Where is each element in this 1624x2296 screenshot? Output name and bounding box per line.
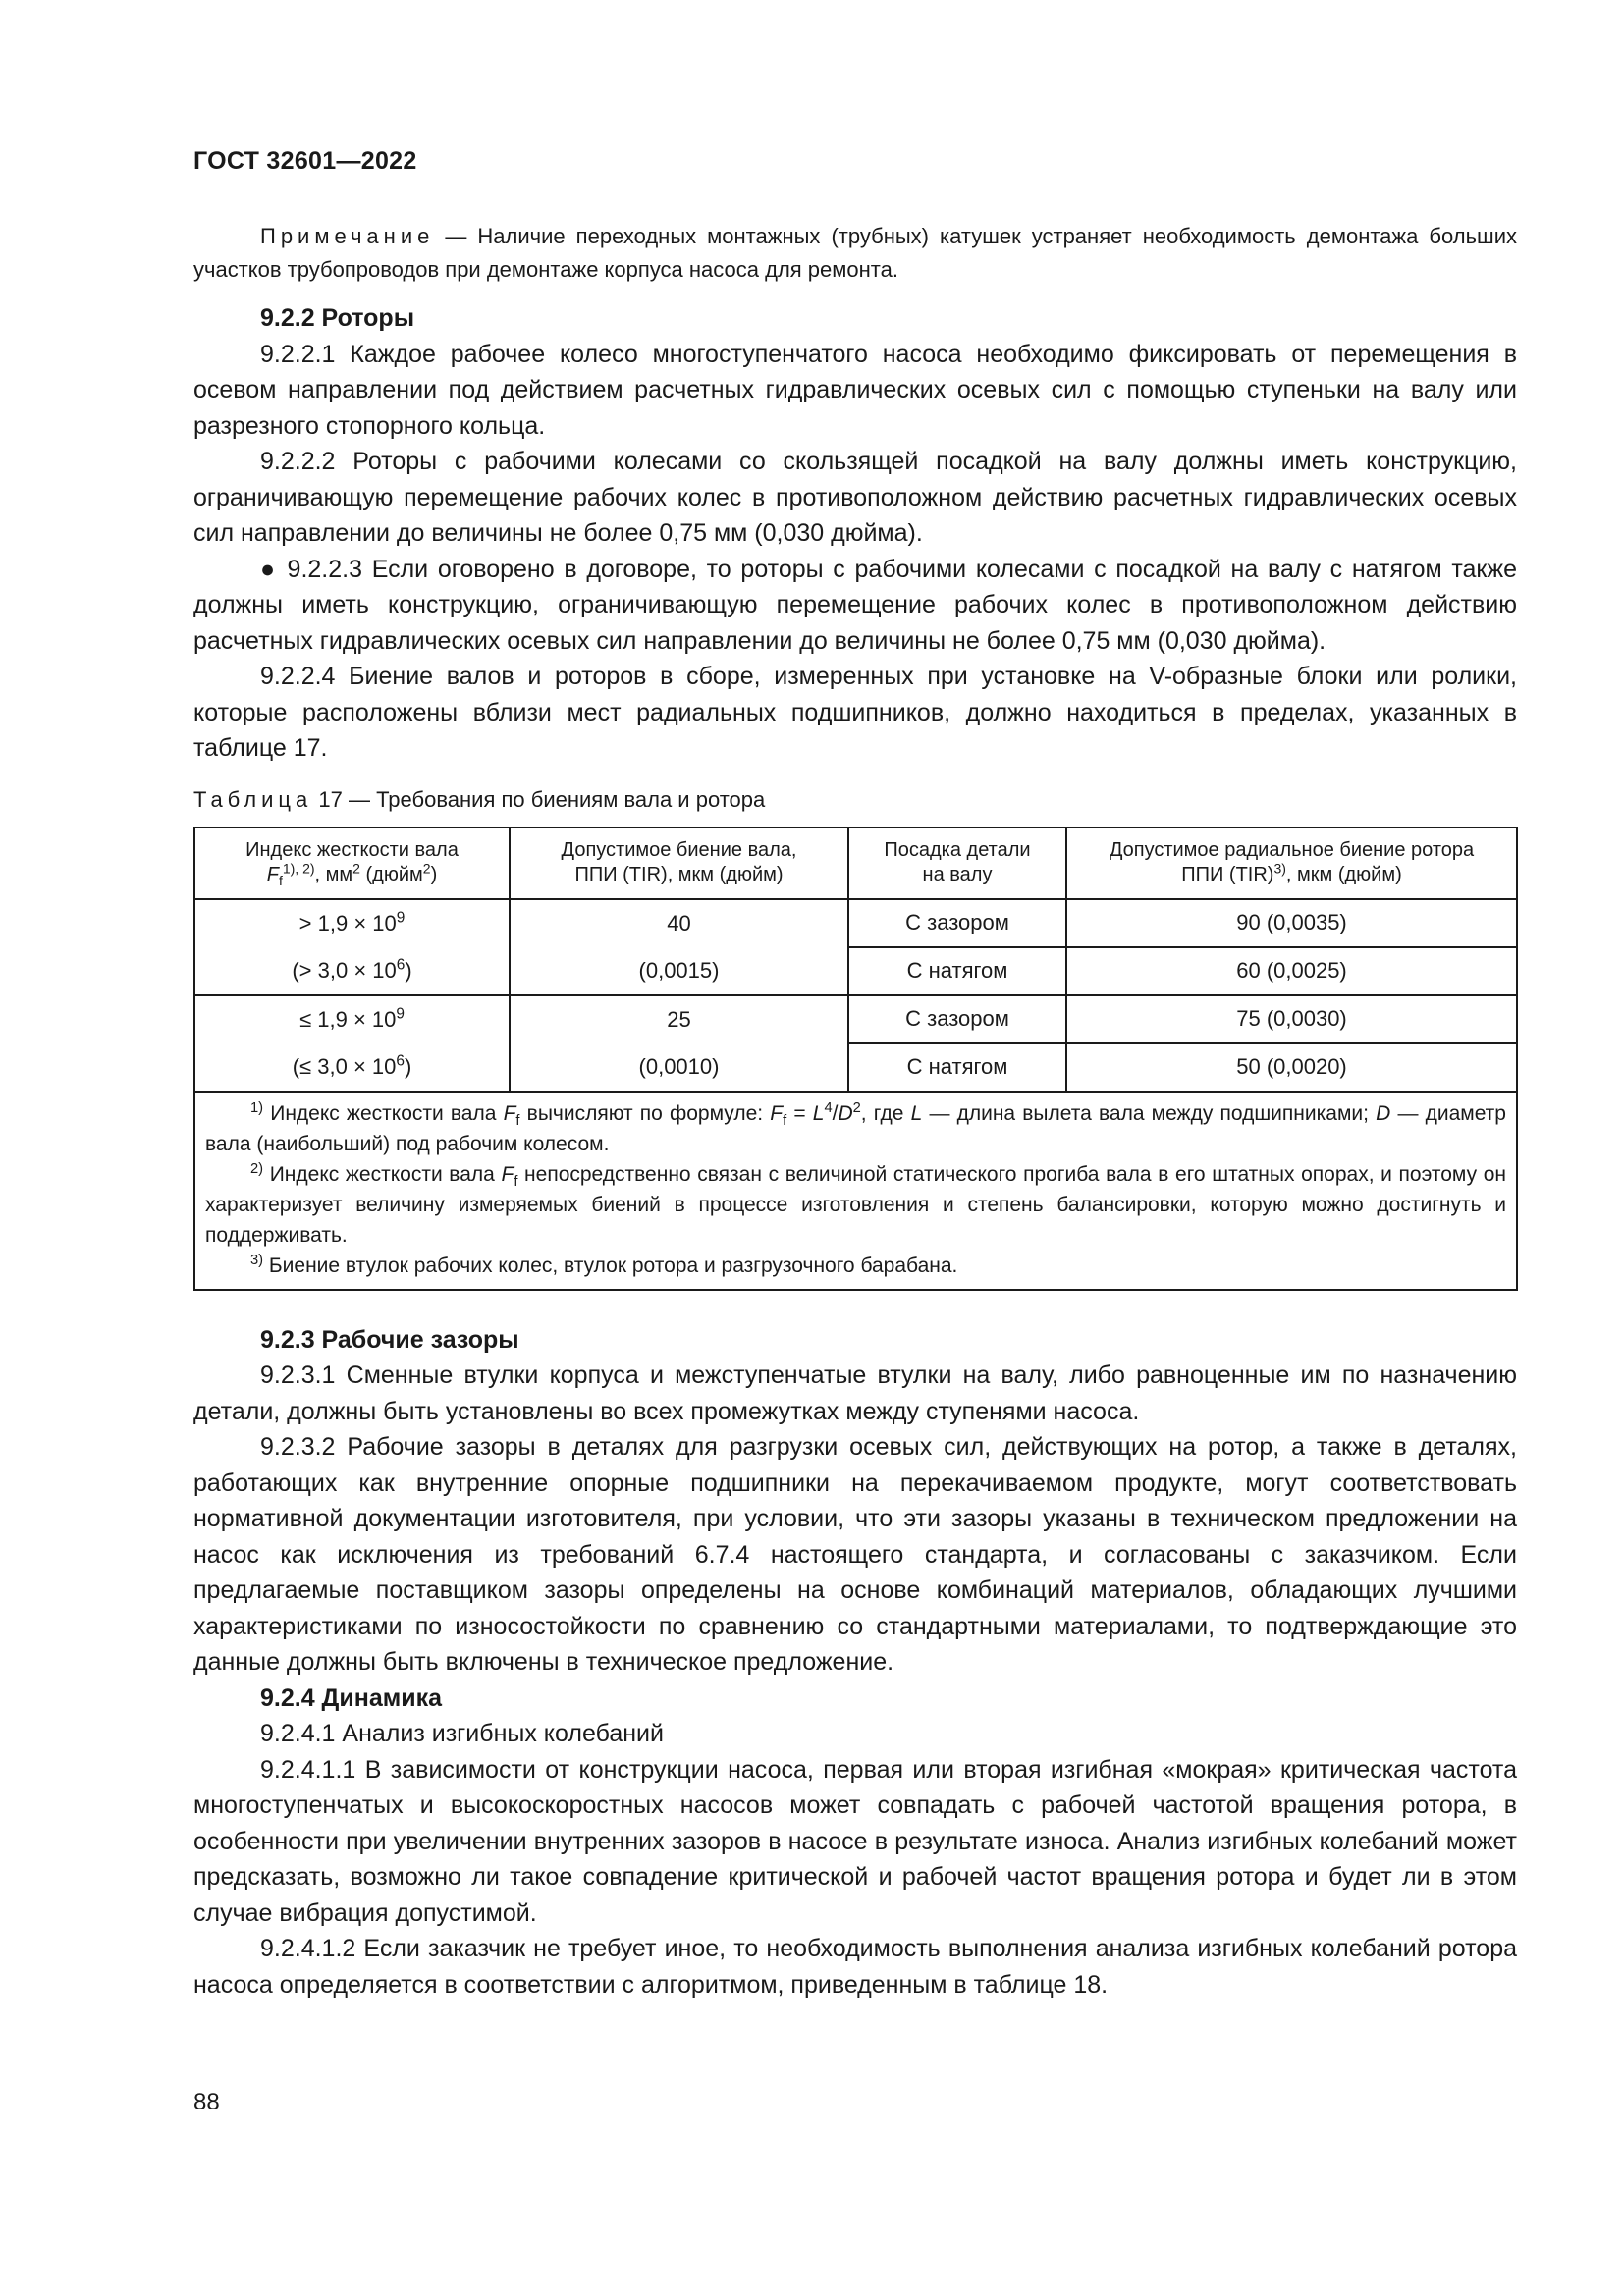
page-number: 88 <box>193 2089 220 2115</box>
paragraph-9-2-3-2: 9.2.3.2 Рабочие зазоры в деталях для разгрузки осевых сил, действующих на ротор, а также в деталях, работающих как внутренние опорные подшипники на перекачиваемом продукте, могут соответствовать нормативной документации изготовителя, при условии, что эти зазоры указаны в техническом предложении на насос как исключения из требований 6.7.4 настоящего стандарта, и согласованы с заказчиком. Если предлагаемые поставщиком зазоры определены на основе комбинаций материалов, обладающих лучшими характеристиками по износостойкости по сравнению со стандартными материалами, то подтверждающие это данные должны быть включены в техническое предложение. <box>193 1433 1517 1676</box>
shaft-runout-cell: 25 <box>510 995 848 1043</box>
paragraph-9-2-2-1: 9.2.2.1 Каждое рабочее колесо многоступенчатого насоса необходимо фиксировать от перемещения в осевом направлении под действием расчетных гидравлических осевых сил с помощью ступеньки на валу или разрезного стопорного кольца. <box>193 340 1517 440</box>
table-caption-label: Таблица <box>193 786 313 812</box>
fit-cell: С зазором <box>848 995 1066 1043</box>
fit-cell: С натягом <box>848 947 1066 995</box>
table-caption-text: 17 — Требования по биениям вала и ротора <box>312 786 766 812</box>
table-row <box>194 995 1517 1043</box>
paragraph-9-2-2-3: ● 9.2.2.3 Если оговорено в договоре, то роторы с рабочими колесами с посадкой на валу с натягом также должны иметь конструкцию, ограничивающую перемещение рабочих колес в противоположном действию расчетных гидравлических осевых сил направлении до величины не более 0,75 мм (0,030 дюйма). <box>193 555 1517 655</box>
section-heading-9-2-4: 9.2.4 Динамика <box>260 1683 443 1712</box>
rotor-runout-cell: 50 (0,0020) <box>1066 1043 1517 1092</box>
rotor-runout-cell: 90 (0,0035) <box>1066 899 1517 947</box>
paragraph-9-2-2-2: 9.2.2.2 Роторы с рабочими колесами со скользящей посадкой на валу должны иметь конструкцию, ограничивающую перемещение рабочих колес в противоположном действию расчетных гидравлических осевых сил направлении до величины не более 0,75 мм (0,030 дюйма). <box>193 448 1517 547</box>
page-content <box>193 220 1517 2002</box>
shaft-runout-cell: 40 <box>510 899 848 947</box>
footnote-2: $^{2)}$ Индекс жесткости вала $F_f$ непосредственно связан с величиной статического прогиба вала в его штатных опорах, и поэтому он характеризует величину измеряемых биений в процессе изготовления и степень балансировки, которую можно достигнуть и поддерживать. <box>205 1160 1506 1247</box>
table-row <box>194 1043 1517 1092</box>
table-row <box>194 899 1517 947</box>
note-label: Примечание <box>260 224 435 248</box>
document-header: ГОСТ 32601—2022 <box>193 147 417 175</box>
rotor-runout-cell: 60 (0,0025) <box>1066 947 1517 995</box>
table-footnotes-row <box>194 1092 1517 1290</box>
paragraph-9-2-4-1-2: 9.2.4.1.2 Если заказчик не требует иное, то необходимость выполнения анализа изгибных колебаний ротора насоса определяется в соответствии с алгоритмом, приведенным в таблице 18. <box>193 1935 1517 1999</box>
table-row <box>194 947 1517 995</box>
table-header-row <box>194 828 1517 899</box>
note-paragraph <box>193 220 1517 287</box>
header-shaft-runout: Допустимое биение вала, ППИ (TIR), мкм (дюйм) <box>510 828 848 899</box>
rotor-runout-cell: 75 (0,0030) <box>1066 995 1517 1043</box>
header-rotor-runout: Допустимое радиальное биение ротора ППИ (TIR)$^{3)}$, мкм (дюйм) <box>1066 828 1517 899</box>
paragraph-9-2-4-1-1: 9.2.4.1.1 В зависимости от конструкции насоса, первая или вторая изгибная «мокрая» критическая частота многоступенчатых и высокоскоростных насосов может совпадать с рабочей частотой вращения ротора, в особенности при увеличении внутренних зазоров в насосе в результате износа. Анализ изгибных колебаний может предсказать, возможно ли такое совпадение критической и рабочей частот вращения ротора и будет ли в этом случае вибрация допустимой. <box>193 1755 1517 1927</box>
stiffness-index-cell: ≤ $1,9 \times 10^9$ <box>194 995 510 1043</box>
table-caption <box>193 785 1517 815</box>
stiffness-index-cell: (≤ $3,0 \times 10^6$) <box>194 1043 510 1092</box>
shaft-runout-cell: (0,0015) <box>510 947 848 995</box>
section-heading-9-2-2: 9.2.2 Роторы <box>260 304 415 332</box>
paragraph-9-2-3-1: 9.2.3.1 Сменные втулки корпуса и межступенчатые втулки на валу, либо равноценные им по назначению детали, должны быть установлены во всех промежутках между ступенями насоса. <box>193 1362 1517 1425</box>
footnote-1: $^{1)}$ Индекс жесткости вала $F_f$ вычисляют по формуле: $F_f = L^4/D^2$, где L — длина вылета вала между подшипниками; D — диаметр вала (наибольший) под рабочим колесом. <box>205 1099 1506 1155</box>
table-footnotes <box>194 1092 1517 1290</box>
paragraph-9-2-2-4: 9.2.2.4 Биение валов и роторов в сборе, измеренных при установке на V-образные блоки или ролики, которые расположены вблизи мест радиальных подшипников, должно находиться в пределах, указанных в таблице 17. <box>193 663 1517 762</box>
stiffness-index-cell: (> $3,0 \times 10^6$) <box>194 947 510 995</box>
stiffness-index-cell: > $1,9 \times 10^9$ <box>194 899 510 947</box>
note-text: — Наличие переходных монтажных (трубных) катушек устраняет необходимость демонтажа больших участков трубопроводов при демонтаже корпуса насоса для ремонта. <box>193 224 1517 282</box>
fit-cell: С натягом <box>848 1043 1066 1092</box>
header-fit: Посадка детали на валу <box>848 828 1066 899</box>
sections-after-table <box>193 1322 1517 2003</box>
paragraph-9-2-4-1: 9.2.4.1 Анализ изгибных колебаний <box>260 1720 664 1747</box>
shaft-runout-cell: (0,0010) <box>510 1043 848 1092</box>
header-stiffness-index: Индекс жесткости вала $F_f^{1), 2)}$, $мм^2$ (дюйм$^2$) <box>194 828 510 899</box>
runout-requirements-table <box>193 827 1518 1291</box>
section-heading-9-2-3: 9.2.3 Рабочие зазоры <box>260 1325 519 1354</box>
fit-cell: С зазором <box>848 899 1066 947</box>
footnote-3: $^{3)}$ Биение втулок рабочих колес, втулок ротора и разгрузочного барабана. <box>250 1252 958 1277</box>
